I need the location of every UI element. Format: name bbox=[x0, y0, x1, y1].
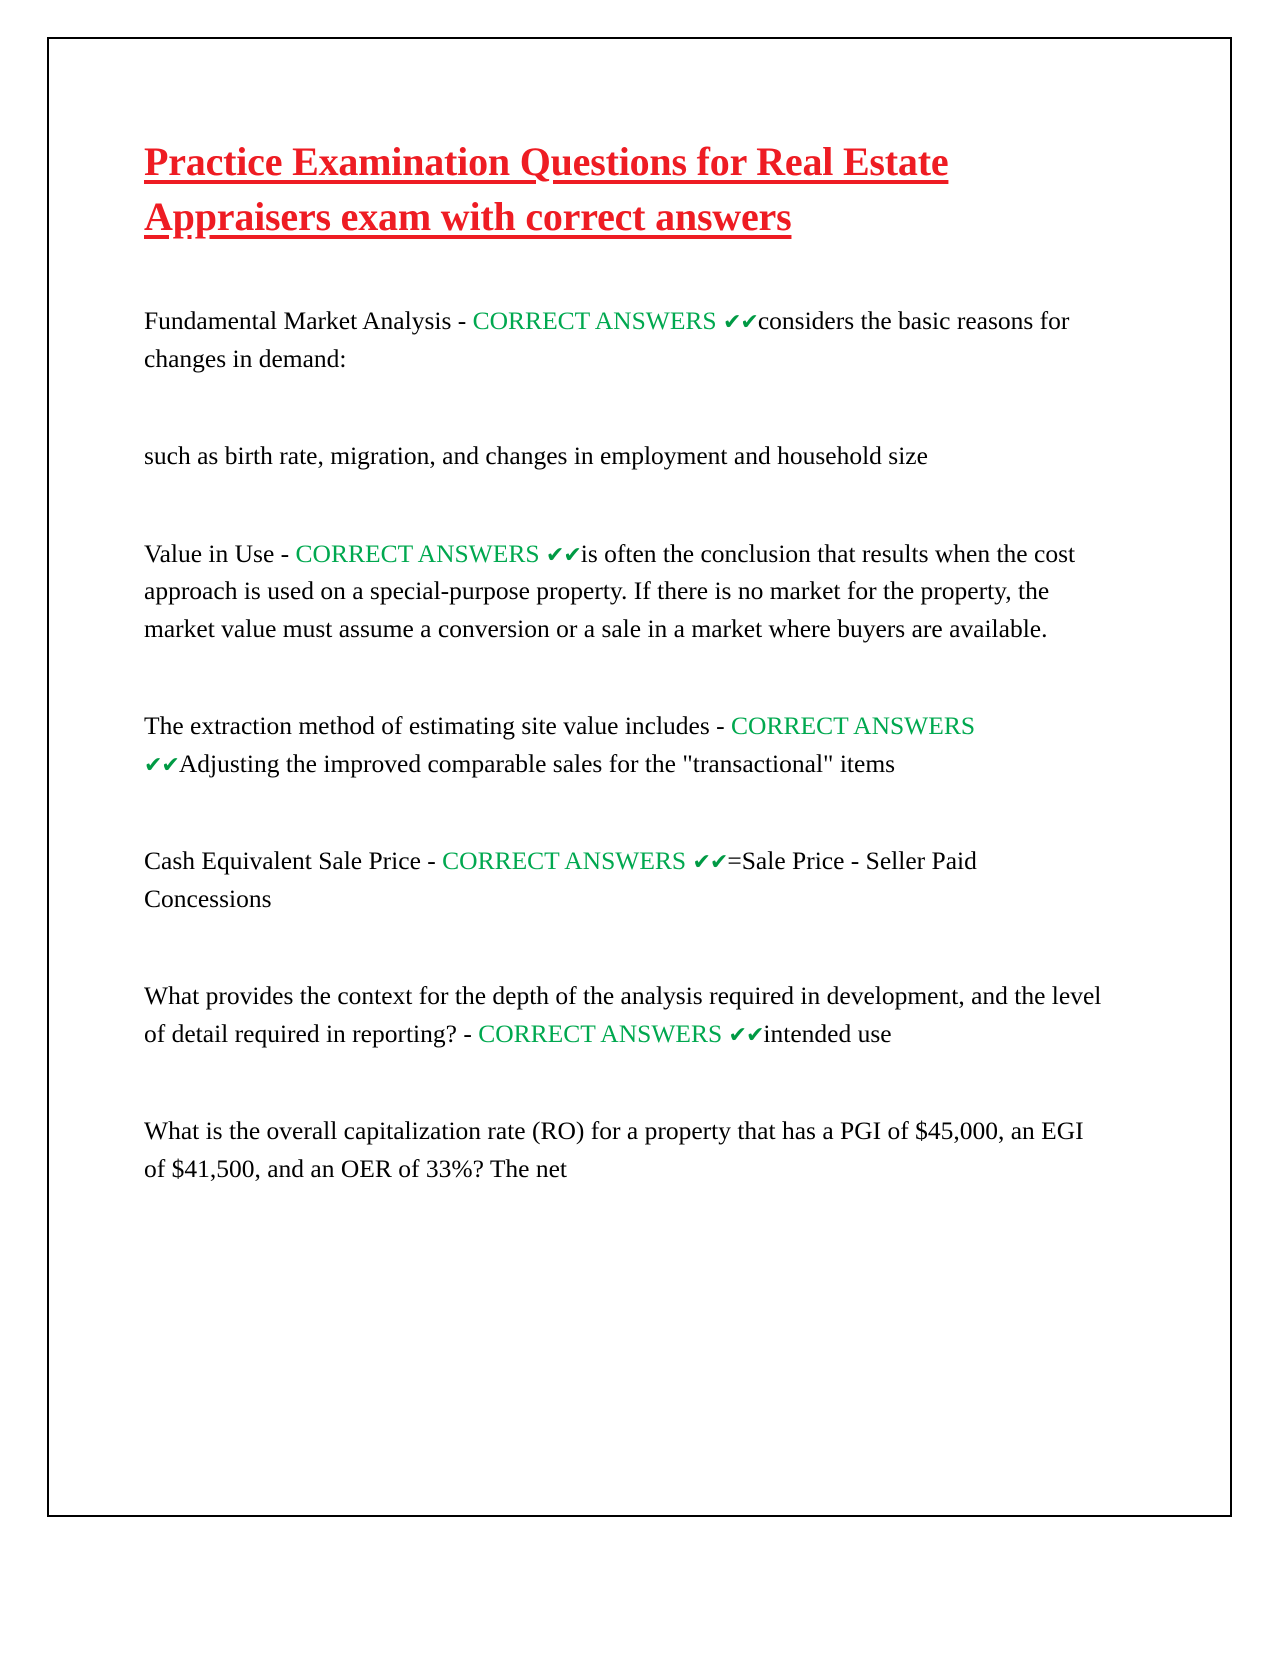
answer-text: is often the conclusion that results when the cost approach is used on a special-purpose property. If there is no market for the property, the market value must assume a conversion or a sale in a market where buyers are available. bbox=[144, 538, 1076, 643]
check-icon: ✔✔ bbox=[545, 541, 581, 567]
qa-block-1 bbox=[144, 302, 1110, 377]
answer-text: Adjusting the improved comparable sales for the "transactional" items bbox=[178, 748, 896, 778]
check-icon: ✔✔ bbox=[728, 1021, 764, 1047]
question-text: What is the overall capitalization rate (RO) for a property that has a PGI of $45,000, an EGI of $41,500, and an OER of 33%? The net bbox=[144, 1116, 1084, 1183]
qa-block-2 bbox=[144, 437, 1110, 474]
correct-answers-marker: CORRECT ANSWERS bbox=[442, 846, 693, 876]
page-title: Practice Examination Questions for Real Estate Appraisers exam with correct answers bbox=[144, 139, 949, 240]
qa-block-4 bbox=[144, 707, 1110, 782]
question-text: What provides the context for the depth of the analysis required in development, and the level of detail required in reporting? - bbox=[144, 981, 1102, 1048]
check-icon: ✔✔ bbox=[722, 309, 758, 335]
question-text: Value in Use - bbox=[144, 538, 296, 568]
correct-answers-marker: CORRECT ANSWERS bbox=[731, 711, 976, 741]
qa-block-5 bbox=[144, 842, 1110, 917]
qa-block-7 bbox=[144, 1112, 1110, 1187]
qa-block-3 bbox=[144, 535, 1110, 647]
correct-answers-marker: CORRECT ANSWERS bbox=[295, 538, 546, 568]
document-page bbox=[47, 37, 1232, 1517]
answer-text: intended use bbox=[763, 1018, 892, 1048]
answer-text: such as birth rate, migration, and changes in employment and household size bbox=[144, 441, 928, 471]
question-text: Cash Equivalent Sale Price - bbox=[144, 846, 443, 876]
answer-text: considers the basic reasons for changes in demand: bbox=[144, 306, 1070, 373]
check-icon: ✔✔ bbox=[144, 751, 179, 777]
question-text: The extraction method of estimating site value includes - bbox=[144, 711, 732, 741]
qa-block-6 bbox=[144, 977, 1110, 1052]
document-content bbox=[49, 39, 1230, 1187]
check-icon: ✔✔ bbox=[692, 849, 728, 875]
correct-answers-marker: CORRECT ANSWERS bbox=[472, 306, 723, 336]
answer-text: =Sale Price - Seller Paid Concessions bbox=[144, 846, 977, 913]
correct-answers-marker: CORRECT ANSWERS bbox=[478, 1018, 729, 1048]
question-text: Fundamental Market Analysis - bbox=[144, 306, 473, 336]
